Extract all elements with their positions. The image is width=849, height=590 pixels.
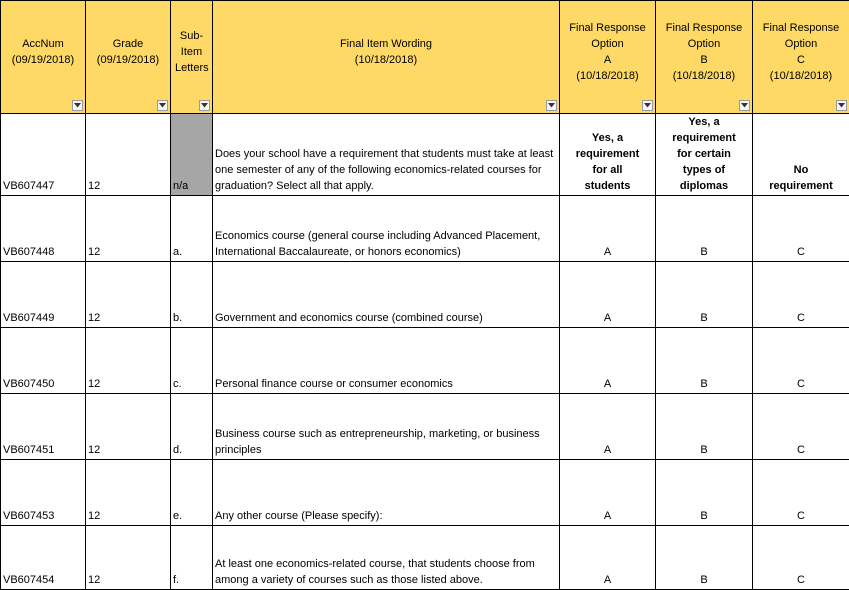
cell-grade[interactable]: 12 bbox=[86, 460, 171, 526]
cell-response-option-b[interactable] bbox=[656, 394, 753, 460]
filter-dropdown-icon bbox=[838, 103, 845, 108]
response-option-text: C bbox=[755, 572, 847, 588]
cell-response-option-b[interactable] bbox=[656, 262, 753, 328]
cell-grade[interactable]: 12 bbox=[86, 262, 171, 328]
header-label-line: Letters bbox=[175, 60, 208, 76]
response-option-text: diplomas bbox=[658, 178, 750, 194]
table-row bbox=[1, 114, 849, 196]
response-option-text: A bbox=[562, 376, 653, 392]
response-option-text: requirement bbox=[562, 146, 653, 162]
cell-sub-item-letter[interactable]: f. bbox=[171, 526, 213, 590]
filter-dropdown-button[interactable] bbox=[546, 100, 557, 111]
cell-response-option-b[interactable] bbox=[656, 526, 753, 590]
response-option-text: requirement bbox=[755, 178, 847, 194]
response-option-text: C bbox=[755, 442, 847, 458]
response-option-text: for certain bbox=[658, 146, 750, 162]
header-label bbox=[173, 28, 210, 86]
filter-dropdown-button[interactable] bbox=[642, 100, 653, 111]
cell-response-option-c[interactable] bbox=[753, 526, 849, 590]
header-label bbox=[562, 20, 653, 94]
table-row bbox=[1, 328, 849, 394]
cell-response-option-c[interactable] bbox=[753, 196, 849, 262]
cell-response-option-a[interactable] bbox=[560, 328, 656, 394]
header-label-line: (10/18/2018) bbox=[217, 52, 555, 68]
cell-grade[interactable]: 12 bbox=[86, 196, 171, 262]
cell-grade[interactable]: 12 bbox=[86, 114, 171, 196]
cell-item-wording[interactable]: Any other course (Please specify): bbox=[213, 460, 560, 526]
response-option-text: C bbox=[755, 244, 847, 260]
header-label-line: Option bbox=[757, 36, 845, 52]
cell-sub-item-letter[interactable]: d. bbox=[171, 394, 213, 460]
cell-response-option-b[interactable] bbox=[656, 196, 753, 262]
cell-accnum[interactable]: VB607451 bbox=[1, 394, 86, 460]
header-label-line: (10/18/2018) bbox=[757, 68, 845, 84]
cell-accnum[interactable]: VB607453 bbox=[1, 460, 86, 526]
cell-response-option-c[interactable] bbox=[753, 114, 849, 196]
cell-sub-item-letter[interactable]: b. bbox=[171, 262, 213, 328]
header-grade[interactable] bbox=[86, 1, 171, 114]
response-option-text: B bbox=[658, 572, 750, 588]
response-option-text: students bbox=[562, 178, 653, 194]
table-row bbox=[1, 394, 849, 460]
response-option-text: requirement bbox=[658, 130, 750, 146]
header-label-line: B bbox=[660, 52, 748, 68]
header-label-line: (09/19/2018) bbox=[90, 52, 166, 68]
cell-response-option-a[interactable] bbox=[560, 526, 656, 590]
cell-grade[interactable]: 12 bbox=[86, 328, 171, 394]
header-label-line: C bbox=[757, 52, 845, 68]
header-sub-item-letters[interactable] bbox=[171, 1, 213, 114]
cell-response-option-a[interactable] bbox=[560, 262, 656, 328]
header-final-item-wording[interactable] bbox=[213, 1, 560, 114]
cell-response-option-c[interactable] bbox=[753, 394, 849, 460]
header-label-line: AccNum bbox=[5, 36, 81, 52]
header-label bbox=[3, 36, 83, 78]
response-option-text: A bbox=[562, 508, 653, 524]
header-label-line: Final Response bbox=[757, 20, 845, 36]
filter-dropdown-icon bbox=[548, 103, 555, 108]
cell-response-option-a[interactable] bbox=[560, 394, 656, 460]
response-option-text: A bbox=[562, 244, 653, 260]
response-option-text: A bbox=[562, 442, 653, 458]
cell-item-wording[interactable]: Government and economics course (combined course) bbox=[213, 262, 560, 328]
header-label-line: A bbox=[564, 52, 651, 68]
cell-sub-item-letter[interactable]: a. bbox=[171, 196, 213, 262]
cell-item-wording[interactable]: Personal finance course or consumer economics bbox=[213, 328, 560, 394]
header-label bbox=[658, 20, 750, 94]
header-label-line: (10/18/2018) bbox=[660, 68, 748, 84]
response-option-text: for all bbox=[562, 162, 653, 178]
response-option-text: C bbox=[755, 508, 847, 524]
cell-sub-item-letter[interactable]: e. bbox=[171, 460, 213, 526]
cell-item-wording[interactable]: Does your school have a requirement that students must take at least one semester of any of the following economics-related courses for graduation? Select all that apply. bbox=[213, 114, 560, 196]
response-option-text: Yes, a bbox=[562, 130, 653, 146]
header-label-line: Item bbox=[175, 44, 208, 60]
response-option-text: C bbox=[755, 310, 847, 326]
cell-sub-item-letter[interactable]: n/a bbox=[171, 114, 213, 196]
response-option-text: B bbox=[658, 442, 750, 458]
cell-response-option-b[interactable] bbox=[656, 114, 753, 196]
header-response-option-b[interactable] bbox=[656, 1, 753, 114]
filter-dropdown-icon bbox=[644, 103, 651, 108]
header-accnum[interactable] bbox=[1, 1, 86, 114]
header-label-line: (10/18/2018) bbox=[564, 68, 651, 84]
header-response-option-a[interactable] bbox=[560, 1, 656, 114]
header-label-line: (09/19/2018) bbox=[5, 52, 81, 68]
header-label-line: Option bbox=[564, 36, 651, 52]
cell-item-wording[interactable]: At least one economics-related course, that students choose from among a variety of courses such as those listed above. bbox=[213, 526, 560, 590]
cell-response-option-b[interactable] bbox=[656, 460, 753, 526]
cell-accnum[interactable]: VB607448 bbox=[1, 196, 86, 262]
cell-response-option-c[interactable] bbox=[753, 262, 849, 328]
filter-dropdown-button[interactable] bbox=[157, 100, 168, 111]
table-row bbox=[1, 262, 849, 328]
response-option-text: Yes, a bbox=[658, 114, 750, 130]
response-option-text: B bbox=[658, 508, 750, 524]
filter-dropdown-button[interactable] bbox=[836, 100, 847, 111]
header-label bbox=[755, 20, 847, 94]
filter-dropdown-icon bbox=[201, 103, 208, 108]
header-label-line: Grade bbox=[90, 36, 166, 52]
cell-grade[interactable]: 12 bbox=[86, 394, 171, 460]
cell-item-wording[interactable]: Economics course (general course including Advanced Placement, International Baccalaureate, or honors economics) bbox=[213, 196, 560, 262]
cell-accnum[interactable]: VB607449 bbox=[1, 262, 86, 328]
header-label bbox=[88, 36, 168, 78]
table-body bbox=[1, 114, 849, 590]
cell-accnum[interactable]: VB607447 bbox=[1, 114, 86, 196]
header-label-line: Final Response bbox=[660, 20, 748, 36]
cell-sub-item-letter[interactable]: c. bbox=[171, 328, 213, 394]
header-row bbox=[1, 1, 849, 114]
table-row bbox=[1, 460, 849, 526]
filter-dropdown-button[interactable] bbox=[199, 100, 210, 111]
response-option-text: C bbox=[755, 376, 847, 392]
cell-response-option-a[interactable] bbox=[560, 196, 656, 262]
filter-dropdown-button[interactable] bbox=[72, 100, 83, 111]
cell-item-wording[interactable]: Business course such as entrepreneurship, marketing, or business principles bbox=[213, 394, 560, 460]
header-label bbox=[215, 36, 557, 78]
header-label-line: Final Response bbox=[564, 20, 651, 36]
filter-dropdown-icon bbox=[159, 103, 166, 108]
cell-response-option-b[interactable] bbox=[656, 328, 753, 394]
table-row bbox=[1, 526, 849, 590]
cell-grade[interactable]: 12 bbox=[86, 526, 171, 590]
filter-dropdown-icon bbox=[74, 103, 81, 108]
filter-dropdown-icon bbox=[741, 103, 748, 108]
response-option-text: B bbox=[658, 376, 750, 392]
response-option-text: A bbox=[562, 572, 653, 588]
response-option-text: B bbox=[658, 244, 750, 260]
cell-accnum[interactable]: VB607454 bbox=[1, 526, 86, 590]
header-label-line: Sub- bbox=[175, 28, 208, 44]
cell-response-option-c[interactable] bbox=[753, 460, 849, 526]
table-row bbox=[1, 196, 849, 262]
cell-response-option-a[interactable] bbox=[560, 114, 656, 196]
response-option-text: B bbox=[658, 310, 750, 326]
header-label-line: Option bbox=[660, 36, 748, 52]
cell-response-option-a[interactable] bbox=[560, 460, 656, 526]
response-option-text: No bbox=[755, 162, 847, 178]
cell-response-option-c[interactable] bbox=[753, 328, 849, 394]
response-option-text: types of bbox=[658, 162, 750, 178]
header-response-option-c[interactable] bbox=[753, 1, 849, 114]
header-label-line: Final Item Wording bbox=[217, 36, 555, 52]
response-option-text: A bbox=[562, 310, 653, 326]
filter-dropdown-button[interactable] bbox=[739, 100, 750, 111]
cell-accnum[interactable]: VB607450 bbox=[1, 328, 86, 394]
